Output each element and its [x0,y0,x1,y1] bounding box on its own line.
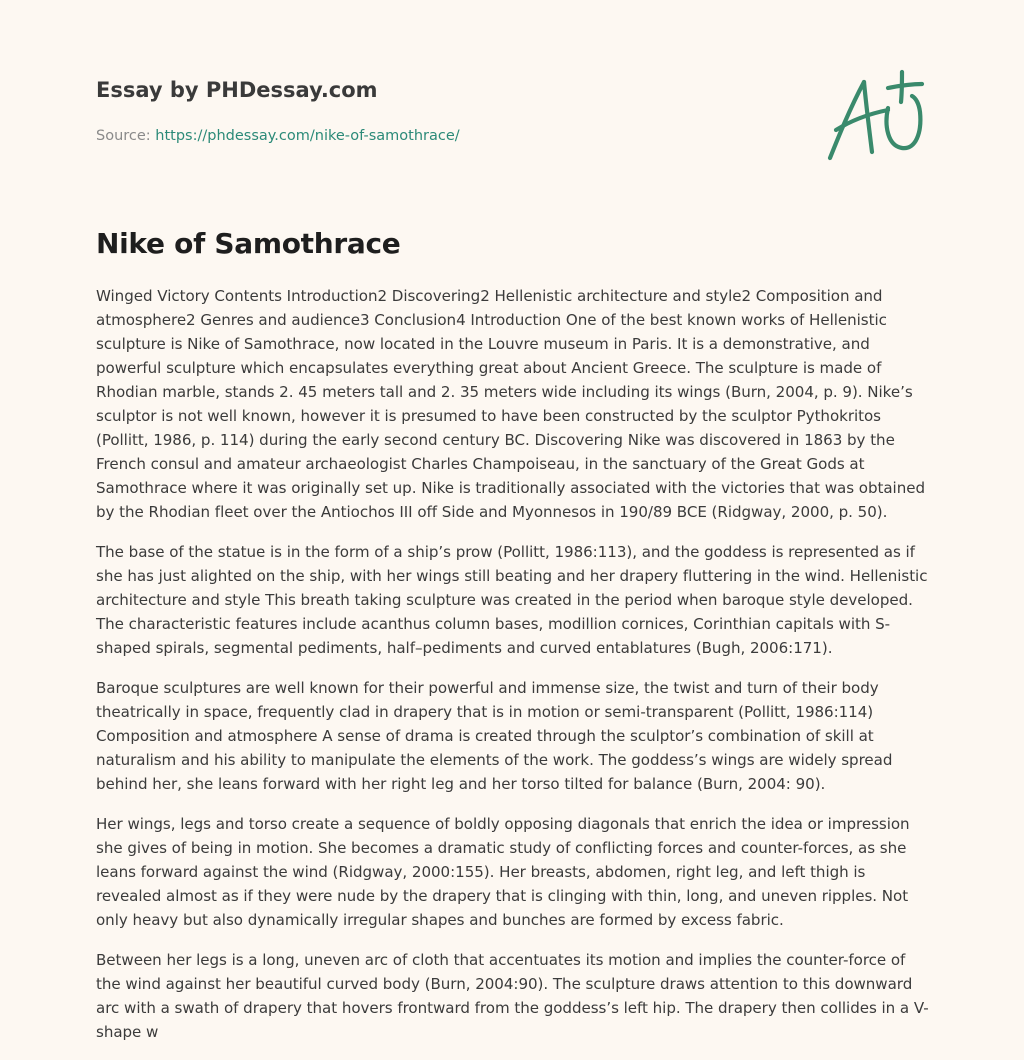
article-body [96,284,932,1060]
source-label: Source: [96,128,151,144]
paragraph: Between her legs is a long, uneven arc of cloth that accentuates its motion and implies the counter-force of the wind against her beautiful curved body (Burn, 2004:90). The sculpture draws attention to this downward arc with a swath of drapery that hovers frontward from the goddess’s left hip. The drapery then collides in a V-shape w [96,951,929,1041]
source-line [96,126,816,146]
paragraph: The base of the statue is in the form of a ship’s prow (Pollitt, 1986:113), and the goddess is represented as if she has just alighted on the ship, with her wings still beating and her drapery fluttering in the wind. Hellenistic architecture and style This breath taking sculpture was created in the period when baroque style developed. The characteristic features include acanthus column bases, modillion cornices, Corinthian capitals with S-shaped spirals, segmental pediments, half–pediments and curved entablatures (Bugh, 2006:171). [96,543,928,657]
page-title: Nike of Samothrace [96,227,401,260]
source-link[interactable]: https://phdessay.com/nike-of-samothrace/ [155,128,460,144]
site-title: Essay by PHDessay.com [96,78,378,102]
a-plus-logo-icon [822,68,930,164]
paragraph: Winged Victory Contents Introduction2 Discovering2 Hellenistic architecture and style2 Composition and atmosphere2 Genres and audience3 Conclusion4 Introduction One of the best known works of Hellenistic sculpture is Nike of Samothrace, now located in the Louvre museum in Paris. It is a demonstrative, and powerful sculpture which encapsulates everything great about Ancient Greece. The sculpture is made of Rhodian marble, stands 2. 45 meters tall and 2. 35 meters wide including its wings (Burn, 2004, p. 9). Nike’s sculptor is not well known, however it is presumed to have been constructed by the sculptor Pythokritos (Pollitt, 1986, p. 114) during the early second century BC. Discovering Nike was discovered in 1863 by the French consul and amateur archaeologist Charles Champoiseau, in the sanctuary of the Great Gods at Samothrace where it was originally set up. Nike is traditionally associated with the victories that was obtained by the Rhodian fleet over the Antiochos III off Side and Myonnesos in 190/89 BCE (Ridgway, 2000, p. 50). [96,287,925,521]
paragraph: Her wings, legs and torso create a sequence of boldly opposing diagonals that enrich the idea or impression she gives of being in motion. She becomes a dramatic study of conflicting forces and counter-forces, as she leans forward against the wind (Ridgway, 2000:155). Her breasts, abdomen, right leg, and left thigh is revealed almost as if they were nude by the drapery that is clinging with thin, long, and uneven ripples. Not only heavy but also dynamically irregular shapes and bunches are formed by excess fabric. [96,815,910,929]
paragraph: Baroque sculptures are well known for their powerful and immense size, the twist and turn of their body theatrically in space, frequently clad in drapery that is in motion or semi-transparent (Pollitt, 1986:114) Composition and atmosphere A sense of drama is created through the sculptor’s combination of skill at naturalism and his ability to manipulate the elements of the work. The goddess’s wings are widely spread behind her, she leans forward with her right leg and her torso tilted for balance (Burn, 2004: 90). [96,679,893,793]
page-header [96,74,816,146]
